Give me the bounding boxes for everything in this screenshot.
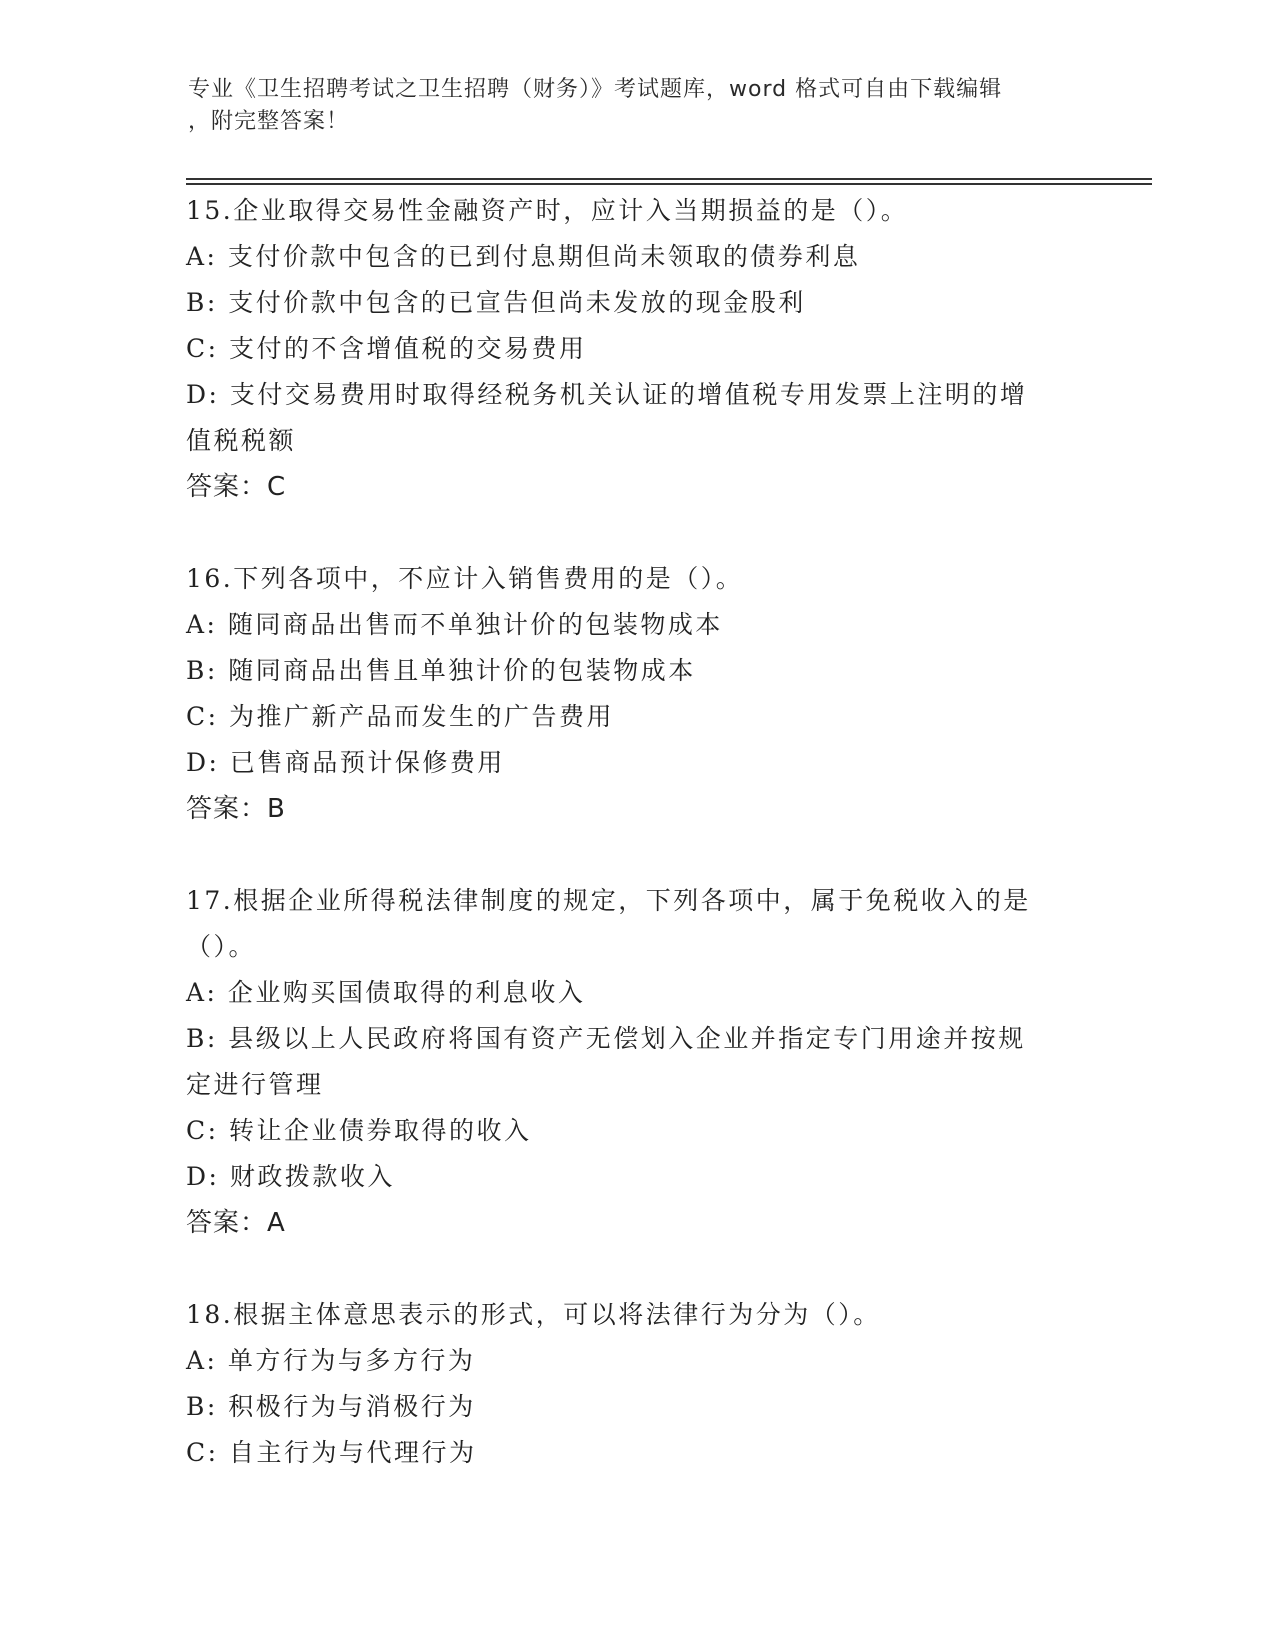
question-stem: 17.根据企业所得税法律制度的规定，下列各项中，属于免税收入的是 [186,886,1031,915]
option-a: A: 单方行为与多方行为 [186,1346,476,1375]
option-a: A: 企业购买国债取得的利息收入 [186,978,586,1007]
option-c: C: 为推广新产品而发生的广告费用 [186,702,614,731]
question-15 [186,188,1086,510]
option-b: B: 积极行为与消极行为 [186,1392,476,1421]
header-line: 专业《卫生招聘考试之卫生招聘（财务）》考试题库，word 格式可自由下载编辑 [188,77,1003,102]
option-d-continued: 值税税额 [186,426,297,455]
option-c: C: 转让企业债券取得的收入 [186,1116,532,1145]
option-c: C: 支付的不含增值税的交易费用 [186,334,587,363]
option-d: D: 支付交易费用时取得经税务机关认证的增值税专用发票上注明的增 [186,380,1028,409]
question-list [186,188,1086,1476]
header-divider [186,178,1152,180]
option-d: D: 已售商品预计保修费用 [186,748,505,777]
header-line: ，附完整答案！ [188,109,350,134]
option-a: A: 支付价款中包含的已到付息期但尚未领取的债券利息 [186,242,861,271]
header-divider [186,183,1152,185]
question-stem: 15.企业取得交易性金融资产时，应计入当期损益的是（）。 [186,196,909,225]
question-17 [186,878,1086,1246]
option-b: B: 支付价款中包含的已宣告但尚未发放的现金股利 [186,288,806,317]
option-b: B: 县级以上人民政府将国有资产无偿划入企业并指定专门用途并按规 [186,1024,1026,1053]
option-a: A: 随同商品出售而不单独计价的包装物成本 [186,610,723,639]
question-stem: 16.下列各项中，不应计入销售费用的是（）。 [186,564,744,593]
option-b-continued: 定进行管理 [186,1070,324,1099]
question-16 [186,556,1086,832]
spacer [186,510,1086,556]
spacer [186,1246,1086,1292]
option-b: B: 随同商品出售且单独计价的包装物成本 [186,656,696,685]
option-d: D: 财政拨款收入 [186,1162,395,1191]
answer: 答案：C [186,472,287,502]
answer: 答案：A [186,1208,286,1238]
answer: 答案：B [186,794,286,824]
spacer [186,832,1086,878]
question-stem-continued: （）。 [186,932,257,961]
option-c: C: 自主行为与代理行为 [186,1438,477,1467]
document-header [188,74,1068,138]
question-stem: 18.根据主体意思表示的形式，可以将法律行为分为（）。 [186,1300,881,1329]
question-18 [186,1292,1086,1476]
